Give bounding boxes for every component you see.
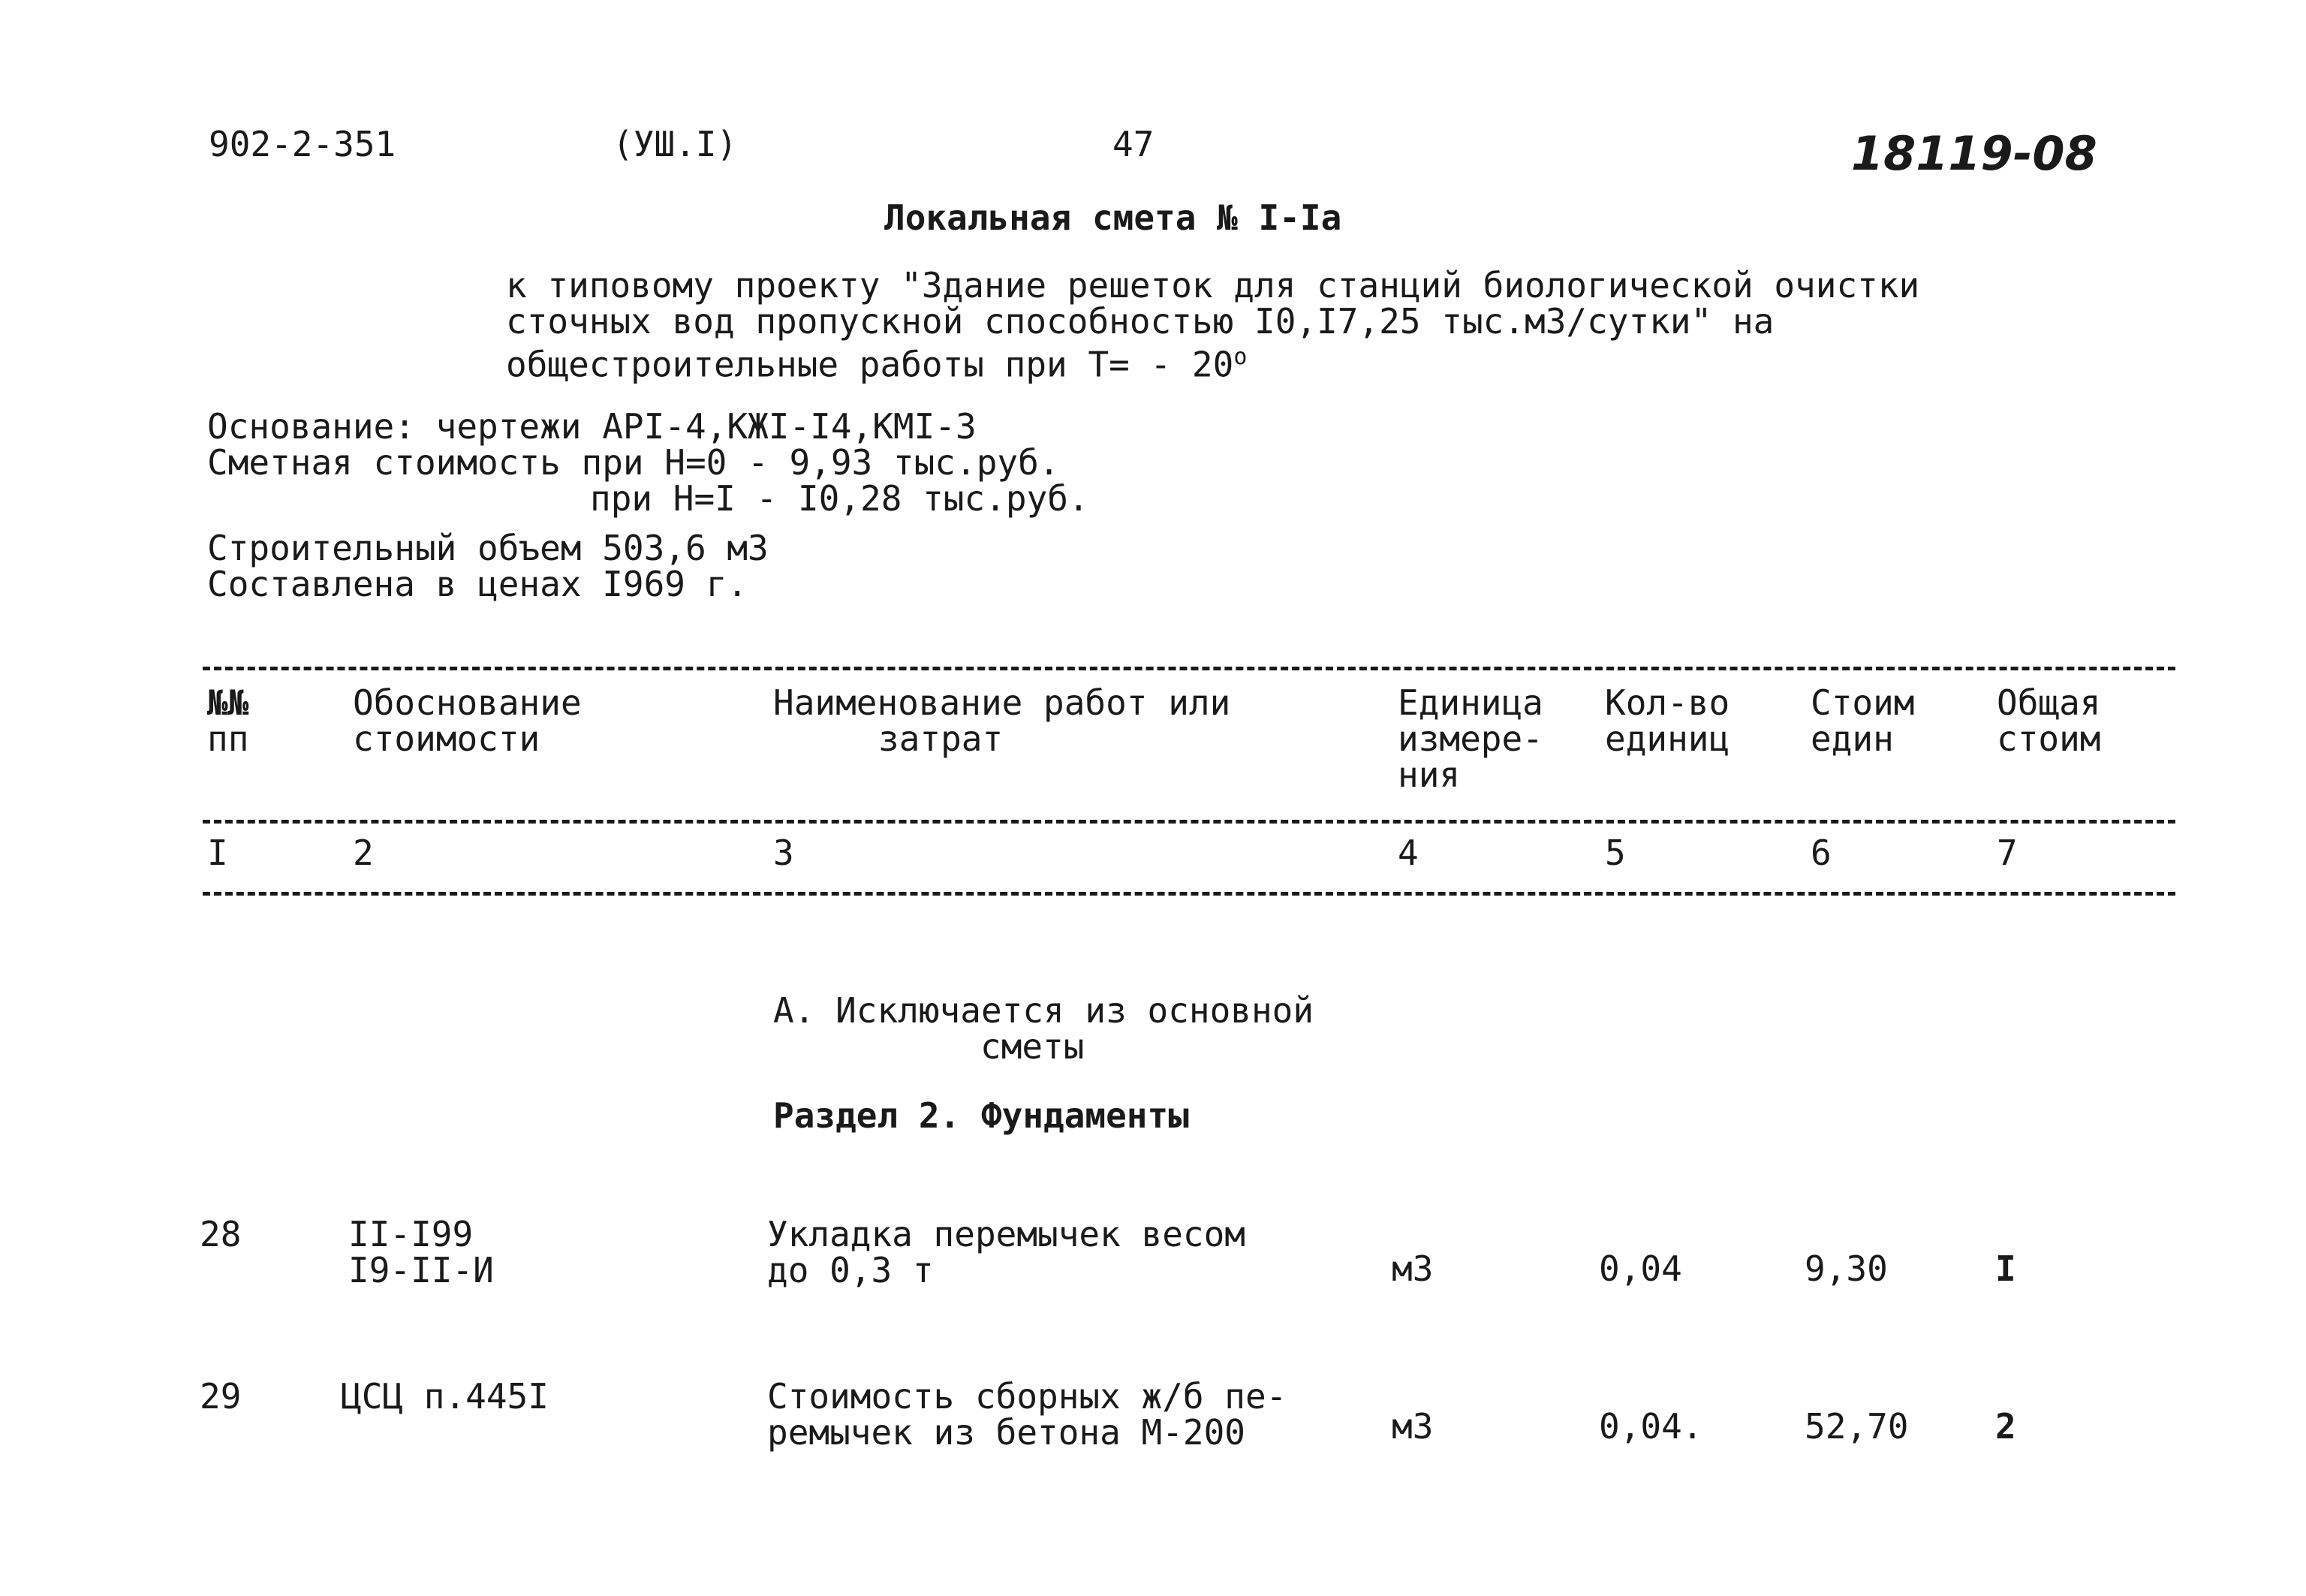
col4-header-line3: ния: [1398, 754, 1461, 795]
col4-header-line2: измере-: [1398, 718, 1543, 759]
subtitle-line-3-text: общестроительные работы при Т= - 20: [506, 344, 1234, 385]
col5-header-line1: Кол-во: [1605, 682, 1730, 723]
row-29-basis-line1: ЦСЦ п.445I: [341, 1376, 549, 1417]
document-title: Локальная смета № I-Ia: [884, 197, 1342, 238]
row-29-num: 29: [200, 1376, 242, 1417]
column-number-5: 5: [1605, 833, 1626, 873]
table-rule-top: [203, 667, 2175, 670]
degree-sign: о: [1233, 344, 1248, 370]
subtitle-line-3: [506, 339, 1248, 385]
section-a-line1: А. Исключается из основной: [773, 990, 1314, 1031]
row-28-qty: 0,04: [1599, 1248, 1682, 1289]
table-rule-middle: [203, 820, 2175, 824]
basis-line-2: Сметная стоимость при Н=0 - 9,93 тыс.руб.: [207, 442, 1060, 483]
section-code: (УШ.I): [613, 124, 738, 164]
row-29-unit-cost: 52,70: [1805, 1406, 1909, 1447]
section-2-heading: Раздел 2. Фундаменты: [773, 1095, 1189, 1136]
col1-header-line1: №№: [207, 682, 249, 723]
inventory-number: 18119-08: [1851, 126, 2097, 181]
col2-header-line2: стоимости: [353, 718, 540, 759]
col6-header-line2: един: [1811, 718, 1894, 759]
row-28-basis-line2: I9-II-И: [348, 1250, 494, 1290]
page-number: 47: [1112, 124, 1155, 164]
row-28-basis-line1: II-I99: [348, 1214, 474, 1254]
col3-header-line2: затрат: [878, 718, 1004, 759]
col6-header-line1: Стоим: [1811, 682, 1915, 723]
row-28-unit: м3: [1392, 1248, 1434, 1289]
col1-header-line2: пп: [207, 718, 249, 759]
row-29-total: 2: [1995, 1406, 2016, 1447]
row-28-name-line2: до 0,3 т: [767, 1250, 934, 1290]
row-29-unit: м3: [1392, 1406, 1434, 1447]
volume-line-1: Строительный объем 503,6 м3: [207, 528, 769, 568]
doc-code: 902-2-351: [209, 124, 396, 164]
column-number-6: 6: [1811, 833, 1832, 873]
row-28-total: I: [1995, 1248, 2016, 1289]
column-number-4: 4: [1398, 833, 1419, 873]
row-29-qty: 0,04.: [1599, 1406, 1703, 1447]
column-number-2: 2: [353, 833, 374, 873]
column-number-3: 3: [773, 833, 794, 873]
col7-header-line1: Общая: [1997, 682, 2101, 723]
row-29-name-line2: ремычек из бетона М-200: [767, 1412, 1245, 1453]
col7-header-line2: стоим: [1997, 718, 2101, 759]
subtitle-line-2: сточных вод пропускной способностью I0,I7,25 тыс.м3/сутки" на: [506, 301, 1775, 342]
row-28-unit-cost: 9,30: [1805, 1248, 1888, 1289]
volume-line-2: Составлена в ценах I969 г.: [207, 564, 748, 604]
section-a-line2: сметы: [980, 1026, 1085, 1067]
col5-header-line2: единиц: [1605, 718, 1730, 759]
row-28-num: 28: [200, 1214, 242, 1254]
basis-line-3: при Н=I - I0,28 тыс.руб.: [590, 478, 1089, 519]
subtitle-line-1: к типовому проекту "Здание решеток для станций биологической очистки: [506, 265, 1920, 306]
column-number-1: I: [207, 833, 228, 873]
table-rule-bottom: [203, 892, 2175, 896]
row-29-name-line1: Стоимость сборных ж/б пе-: [767, 1376, 1287, 1417]
col2-header-line1: Обоснование: [353, 682, 582, 723]
row-28-name-line1: Укладка перемычек весом: [767, 1214, 1245, 1254]
col4-header-line1: Единица: [1398, 682, 1543, 723]
column-number-7: 7: [1997, 833, 2018, 873]
col3-header-line1: Наименование работ или: [773, 682, 1231, 723]
basis-line-1: Основание: чертежи АРI-4,КЖI-I4,КМI-3: [207, 406, 977, 447]
